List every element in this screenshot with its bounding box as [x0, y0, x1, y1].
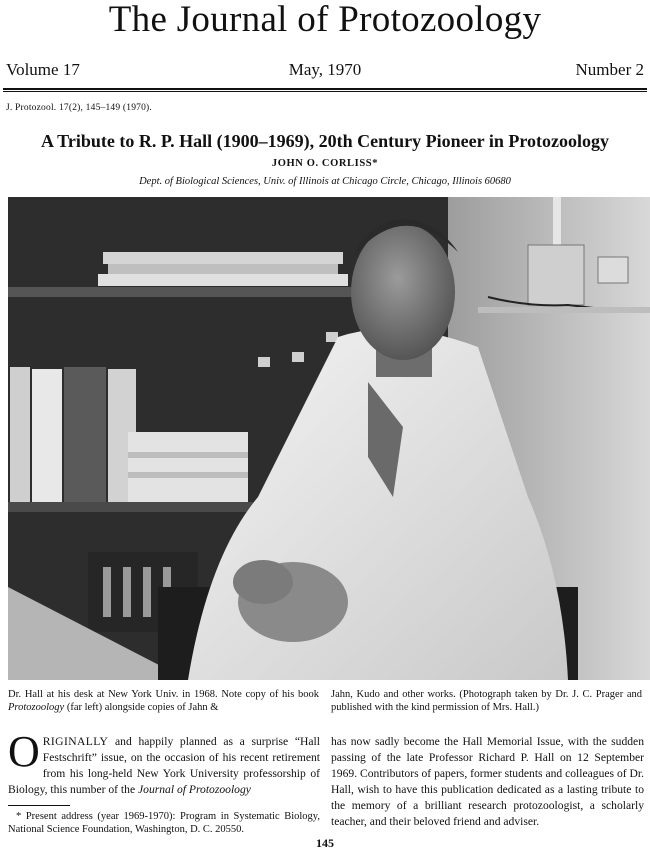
body-left-text: and happily planned as a surprise “Hall Festschrift” issue, on the occasion of his recent retirement from his long-held New York University professorship of Biology, this number of the: [8, 735, 320, 796]
footnote: * Present address (year 1969-1970): Program in Systematic Biology, National Science Foundation, Washington, D. C. 20550.: [8, 811, 320, 835]
caption-book-title: Protozoology: [8, 702, 65, 713]
volume-label: Volume 17: [6, 60, 80, 79]
photo-caption-left: [8, 688, 319, 714]
body-column-left: [8, 727, 320, 798]
issue-date: May, 1970: [288, 60, 362, 79]
article-title: A Tribute to R. P. Hall (1900–1969), 20th Century Pioneer in Protozoology: [41, 131, 609, 151]
caption-left-text: Dr. Hall at his desk at New York Univ. in 1968. Note copy of his book: [8, 689, 319, 700]
issue-line: [6, 60, 644, 82]
article-author: JOHN O. CORLISS*: [271, 158, 379, 169]
citation-line: J. Protozool. 17(2), 145–149 (1970).: [6, 103, 152, 113]
drop-cap: O: [8, 727, 40, 776]
header-rule-thick: [3, 88, 647, 90]
body-lead-word: RIGINALLY: [42, 735, 109, 748]
photo-caption-right: Jahn, Kudo and other works. (Photograph taken by Dr. J. C. Prager and published with the kind permission of Mrs. Hall.): [331, 689, 642, 713]
page-number: 145: [316, 836, 334, 850]
body-column-right: has now sadly become the Hall Memorial Issue, with the sudden passing of the late Professor Richard P. Hall on 12 September 1969. Contributors of papers, former students and colleagues of Dr. Hall, wish to have this publication dedicated as a lasting tribute to the memory of a brilliant research protozoologist, a scholarly teacher, and their beloved friend and adviser.: [331, 735, 644, 828]
portrait-photo: [8, 197, 650, 680]
caption-left-text-end: (far left) alongside copies of Jahn &: [64, 702, 219, 713]
header-rule-thin: [3, 91, 647, 92]
body-journal-title: Journal of Protozoology: [138, 783, 251, 796]
footnote-rule: [8, 805, 70, 806]
portrait-illustration: [8, 197, 650, 680]
journal-masthead: The Journal of Protozoology: [108, 0, 542, 40]
issue-number: Number 2: [575, 60, 644, 79]
author-affiliation: Dept. of Biological Sciences, Univ. of Illinois at Chicago Circle, Chicago, Illinois 60680: [139, 176, 511, 187]
